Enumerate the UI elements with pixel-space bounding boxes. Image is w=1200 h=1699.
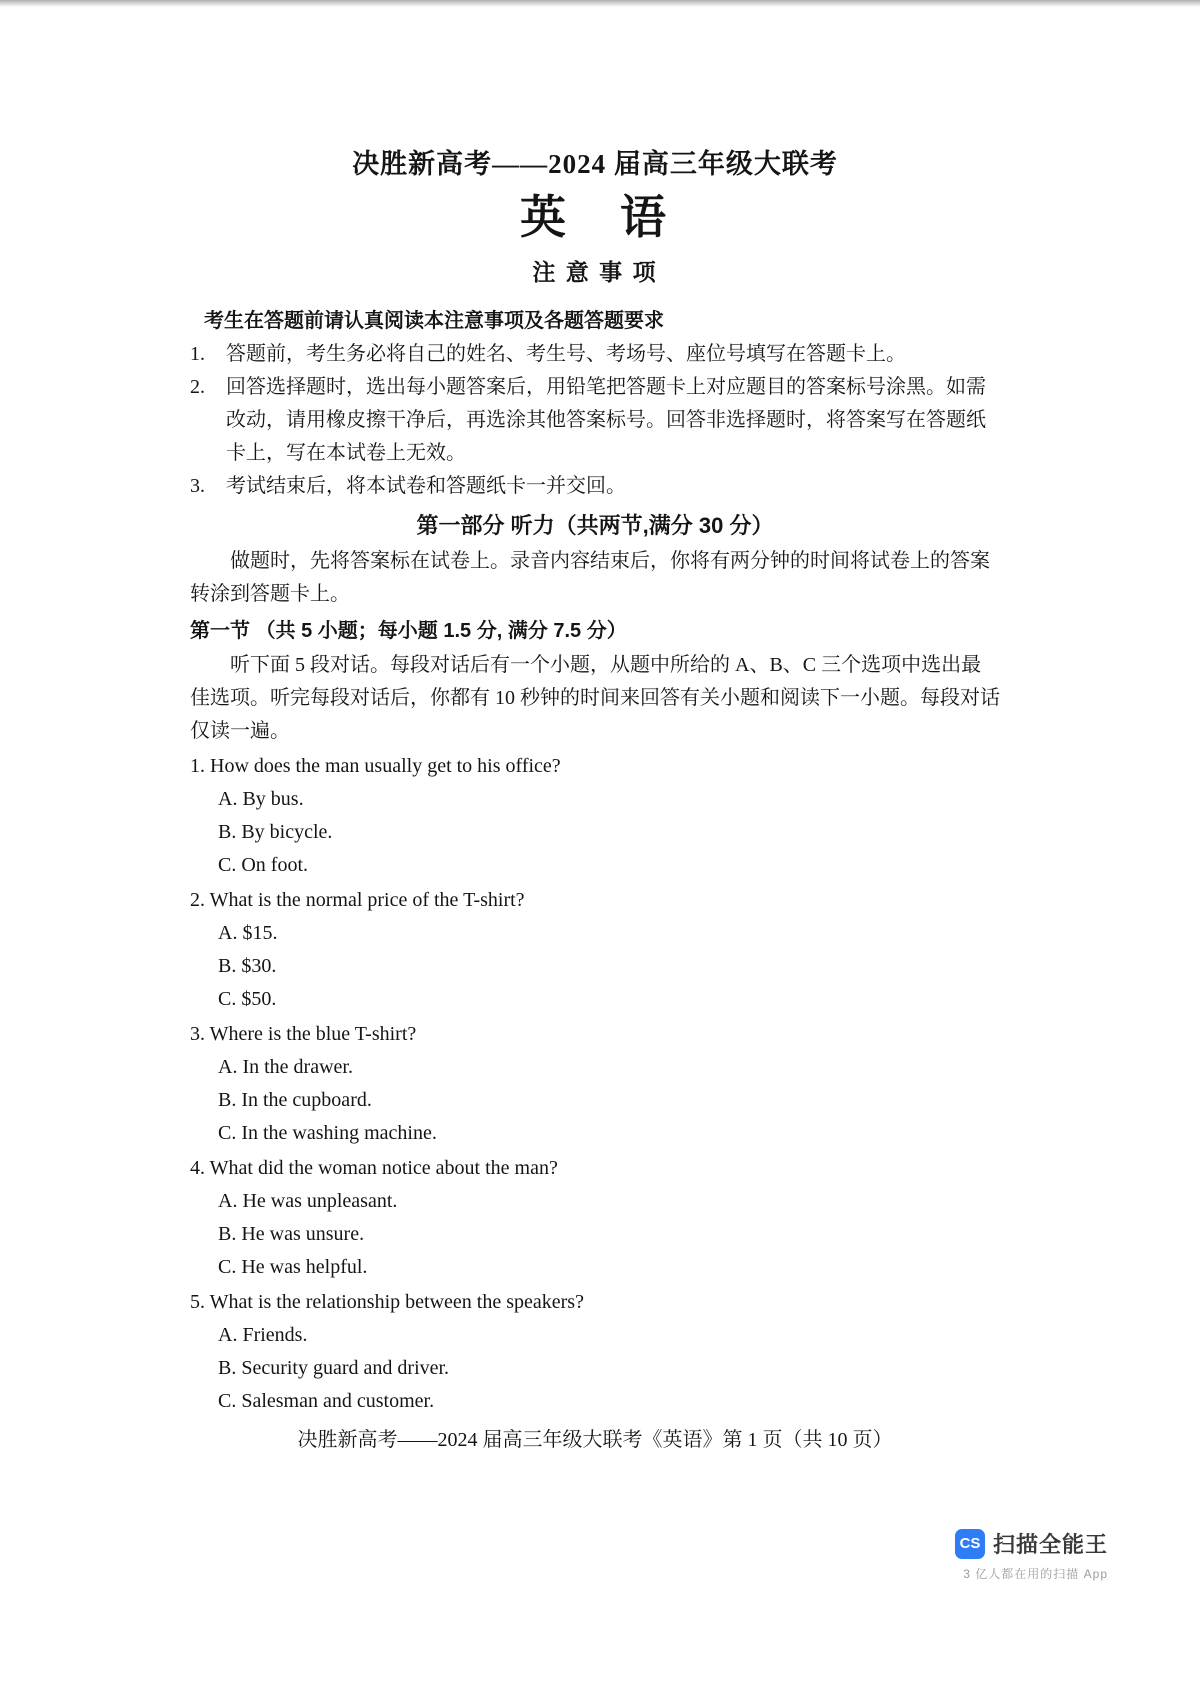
question-text: 3. Where is the blue T-shirt? bbox=[190, 1023, 417, 1045]
question-text: 1. How does the man usually get to his office? bbox=[190, 755, 561, 777]
watermark-tagline: 3 亿人都在用的扫描 App bbox=[963, 1567, 1108, 1581]
option-b: B. $30. bbox=[218, 955, 277, 977]
question-1 bbox=[190, 750, 1000, 882]
notice-item bbox=[190, 338, 1000, 371]
notice-lead: 考生在答题前请认真阅读本注意事项及各题答题要求 bbox=[204, 310, 664, 332]
notice-number: 2. bbox=[190, 376, 205, 398]
option-a: A. In the drawer. bbox=[218, 1056, 353, 1078]
notice-number: 3. bbox=[190, 475, 205, 497]
option-a: A. He was unpleasant. bbox=[218, 1190, 398, 1212]
section1-heading: 第一节 （共 5 小题；每小题 1.5 分, 满分 7.5 分） bbox=[190, 620, 627, 642]
camscanner-logo-icon: CS bbox=[955, 1529, 985, 1559]
option-c: C. He was helpful. bbox=[218, 1256, 368, 1278]
part1-intro: 做题时，先将答案标在试卷上。录音内容结束后，你将有两分钟的时间将试卷上的答案转涂到答题卡上。 bbox=[190, 550, 990, 605]
option-a: A. Friends. bbox=[218, 1324, 308, 1346]
notice-text: 答题前，考生务必将自己的姓名、考生号、考场号、座位号填写在答题卡上。 bbox=[226, 343, 906, 365]
watermark-row bbox=[955, 1528, 1108, 1559]
option-c: C. In the washing machine. bbox=[218, 1122, 437, 1144]
option-b: B. Security guard and driver. bbox=[218, 1357, 450, 1379]
option-c: C. Salesman and customer. bbox=[218, 1390, 435, 1412]
question-list bbox=[190, 750, 1000, 1418]
question-text: 2. What is the normal price of the T-shirt? bbox=[190, 889, 525, 911]
notice-text: 考试结束后，将本试卷和答题纸卡一并交回。 bbox=[226, 475, 626, 497]
option-b: B. He was unsure. bbox=[218, 1223, 365, 1245]
question-3 bbox=[190, 1018, 1000, 1150]
question-5 bbox=[190, 1286, 1000, 1418]
question-2 bbox=[190, 884, 1000, 1016]
notice-section-title: 注 意 事 项 bbox=[532, 259, 658, 285]
question-text: 5. What is the relationship between the speakers? bbox=[190, 1291, 584, 1313]
option-c: C. On foot. bbox=[218, 854, 308, 876]
notice-number: 1. bbox=[190, 343, 205, 365]
exam-title: 决胜新高考——2024 届高三年级大联考 bbox=[352, 149, 838, 179]
subject-title: 英 语 bbox=[520, 192, 670, 243]
camscanner-watermark bbox=[955, 1528, 1108, 1582]
option-b: B. In the cupboard. bbox=[218, 1089, 372, 1111]
notice-list bbox=[190, 338, 1000, 503]
question-text: 4. What did the woman notice about the man? bbox=[190, 1157, 558, 1179]
option-c: C. $50. bbox=[218, 988, 277, 1010]
notice-text: 回答选择题时，选出每小题答案后，用铅笔把答题卡上对应题目的答案标号涂黑。如需改动，请用橡皮擦干净后，再选涂其他答案标号。回答非选择题时，将答案写在答题纸卡上，写在本试卷上无效。 bbox=[226, 376, 986, 464]
notice-item bbox=[190, 371, 1000, 470]
part1-heading: 第一部分 听力（共两节,满分 30 分） bbox=[416, 513, 774, 538]
option-b: B. By bicycle. bbox=[218, 821, 333, 843]
question-4 bbox=[190, 1152, 1000, 1284]
option-a: A. $15. bbox=[218, 922, 278, 944]
section1-intro: 听下面 5 段对话。每段对话后有一个小题，从题中所给的 A、B、C 三个选项中选出最佳选项。听完每段对话后，你都有 10 秒钟的时间来回答有关小题和阅读下一小题。每段对话仅读一遍。 bbox=[190, 654, 1000, 742]
watermark-brand: 扫描全能王 bbox=[992, 1532, 1108, 1557]
page-footer: 决胜新高考——2024 届高三年级大联考《英语》第 1 页（共 10 页） bbox=[297, 1429, 893, 1451]
option-a: A. By bus. bbox=[218, 788, 304, 810]
notice-item bbox=[190, 470, 1000, 503]
